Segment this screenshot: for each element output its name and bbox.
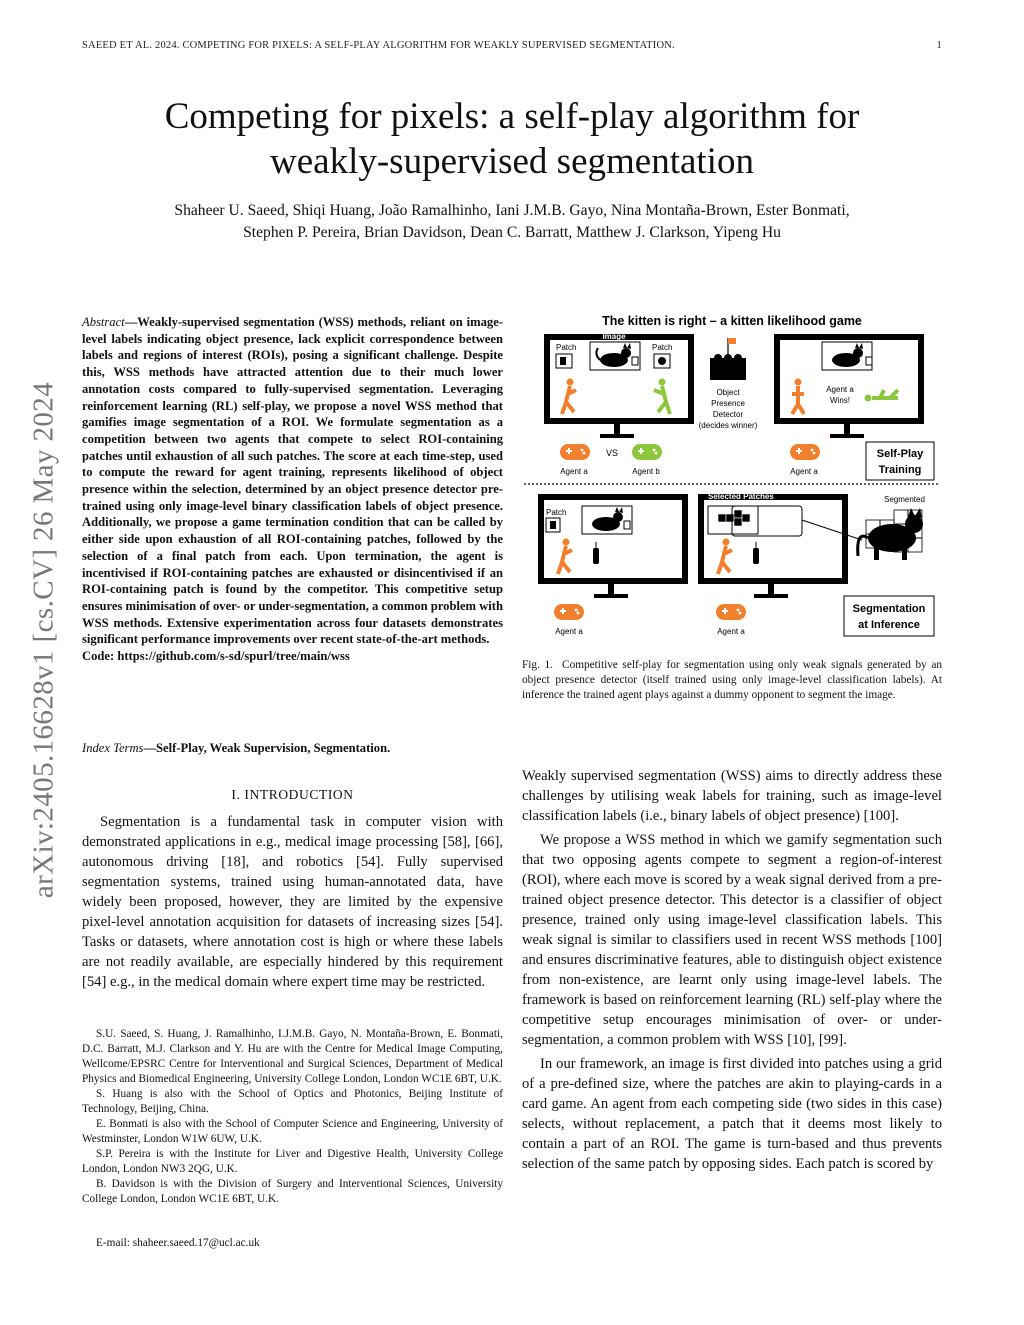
agent-a-controller-icon bbox=[560, 444, 590, 460]
arxiv-id: arXiv:2405.16628v1 [cs.CV] 26 May 2024 bbox=[27, 381, 60, 899]
running-head bbox=[82, 40, 942, 56]
segmented-kitten bbox=[858, 508, 923, 560]
figure-diagram bbox=[522, 310, 942, 650]
running-head-text: SAEED ET AL. 2024. COMPETING FOR PIXELS: A SELF-PLAY ALGORITHM FOR WEAKLY SUPERVISED SEGMENTATION. bbox=[82, 40, 675, 51]
agent-a-label: Agent a bbox=[790, 467, 818, 476]
authors-line-1: Shaheer U. Saeed, Shiqi Huang, João Ramalhinho, Iani J.M.B. Gayo, Nina Montaña-Brown, Ester Bonmati, bbox=[174, 202, 850, 219]
patch-label: Patch bbox=[556, 343, 577, 352]
body-paragraph: Weakly supervised segmentation (WSS) aims to directly address these challenges by utilising weak labels for training, such as image-level classification labels (i.e., binary labels of object presence) [100]. bbox=[522, 768, 942, 824]
page-number: 1 bbox=[936, 40, 942, 51]
figure-title: The kitten is right – a kitten likelihood game bbox=[602, 314, 862, 328]
caption-text: Competitive self-play for segmentation using only weak signals generated by an object presence detector (itself trained using only image-level classification labels). At inference the trained agent plays against a dummy opponent to segment the image. bbox=[522, 659, 942, 701]
index-terms-label: Index Terms bbox=[82, 741, 144, 755]
seg-inference-text: at Inference bbox=[858, 619, 920, 631]
agent-a-controller-icon bbox=[716, 604, 746, 620]
contact-email[interactable]: E-mail: shaheer.saeed.17@ucl.ac.uk bbox=[96, 1237, 260, 1249]
index-terms-body: —Self-Play, Weak Supervision, Segmentation. bbox=[143, 741, 391, 755]
selected-patches-label: Selected Patches bbox=[708, 492, 774, 501]
detector-icon bbox=[710, 338, 746, 380]
paper-title bbox=[90, 94, 934, 184]
abstract-label: Abstract bbox=[82, 315, 125, 329]
agent-a-label: Agent a bbox=[717, 627, 745, 636]
agent-a-label: Agent a bbox=[560, 467, 588, 476]
image-label: Image bbox=[602, 332, 626, 341]
figure-1 bbox=[522, 310, 942, 650]
patch-label: Patch bbox=[652, 343, 673, 352]
code-link[interactable]: Code: https://github.com/s-sd/spurl/tree/main/wss bbox=[82, 649, 350, 664]
footnote: E. Bonmati is also with the School of Computer Science and Engineering, University of Westminster, London W1W 6UW, U.K. bbox=[82, 1118, 503, 1145]
detector-text: (decides winner) bbox=[698, 421, 758, 430]
title-line-2: weakly-supervised segmentation bbox=[270, 141, 754, 182]
caption-label: Fig. 1. bbox=[522, 659, 553, 671]
abstract-body: —Weakly-supervised segmentation (WSS) methods, reliant on image-level labels indicating object presence, lack explicit correspondence between labels and regions of interest (ROIs), posing a significant challenge. Despite this, WSS methods have attracted attention due to their much lower annotation costs compared to fully-supervised segmentation. Leveraging reinforcement learning (RL) self-play, we propose a novel WSS method that gamifies image segmentation of a ROI. We formulate segmentation as a competition between two agents that compete to select ROI-containing patches until exhaustion of all such patches. The score at each time-step, used to compute the reward for agent training, represents likelihood of object presence within the selection, determined by an object presence detector pre-trained using only image-level binary classification labels of object presence. Additionally, we propose a game termination condition that can be called by either side upon exhaustion of all ROI-containing patches, followed by the selection of a final patch from each. Upon termination, the agent is incentivised if ROI-containing patches are exhausted or disincentivised if an ROI-containing patch is found by the competitor. This competitive setup ensures minimisation of over- or under-segmentation, a common problem with WSS methods. Extensive experimentation across four datasets demonstrates significant performance improvements over recent state-of-the-art methods. bbox=[82, 315, 503, 647]
self-play-text: Self-Play bbox=[876, 448, 924, 460]
title-line-1: Competing for pixels: a self-play algorithm for bbox=[164, 96, 860, 137]
figure-caption bbox=[522, 658, 942, 703]
agent-b-label: Agent b bbox=[632, 467, 660, 476]
body-paragraph: In our framework, an image is first divided into patches using a grid of a pre-defined size, where the patches are akin to playing-cards in a card game. An agent from each competing side (two sides in this case) selects, without replacement, a patch that it deems most likely to contain a part of an ROI. The game is turn-based and thus prevents selection of the same patch by opposing sides. Each patch is scored by bbox=[522, 1056, 942, 1172]
agent-a-label: Agent a bbox=[555, 627, 583, 636]
agent-b-controller-icon bbox=[632, 444, 662, 460]
footnote: B. Davidson is with the Division of Surgery and Interventional Sciences, University College London, London WC1E 6BT, U.K. bbox=[82, 1178, 503, 1205]
authors-line-2: Stephen P. Pereira, Brian Davidson, Dean C. Barratt, Matthew J. Clarkson, Yipeng Hu bbox=[243, 224, 781, 241]
footnote: S. Huang is also with the School of Optics and Photonics, Beijing Institute of Technology, Beijing, China. bbox=[82, 1088, 503, 1115]
body-paragraph: We propose a WSS method in which we gamify segmentation such that two opposing agents compete to segment a region-of-interest (ROI), where each move is scored by a weak signal derived from a pre-trained object presence detector. This detector is a classifier of object presence, trained only using image-level classification labels. This weak signal is similar to classifiers used in recent WSS methods [100] and ensures discriminative features, able to distinguish object existence from non-existence, are learnt only using image-level labels. The framework is based on reinforcement learning (RL) self-play where the competitive setup encourages minimisation of over- or under-segmentation, a common problem with WSS [10], [99]. bbox=[522, 832, 942, 1048]
vs-label: VS bbox=[605, 448, 619, 458]
detector-text: Object bbox=[716, 388, 740, 397]
punching-bag-icon bbox=[593, 548, 599, 564]
right-column-text bbox=[522, 766, 942, 1178]
wins-text: Agent a bbox=[826, 385, 854, 394]
abstract bbox=[82, 314, 503, 665]
intro-paragraph: Segmentation is a fundamental task in computer vision with demonstrated applications in e.g., medical image processing [58], [66], autonomous driving [18], and robotics [54]. Fully supervised segmentation systems, trained using human-annotated data, have widely been proposed, however, they are limited by the expensive pixel-level annotation acquisition for datasets of increasing sizes [54]. Tasks or datasets, where annotation cost is high or where these labels are not readily available, are especially hindered by this requirement [54] e.g., in the medical domain where expert time may be restricted. bbox=[82, 814, 503, 990]
patch-label: Patch bbox=[546, 508, 567, 517]
agent-a-controller-icon bbox=[554, 604, 584, 620]
detector-text: Presence bbox=[711, 399, 745, 408]
monitor-inference-2 bbox=[698, 494, 848, 598]
wins-text: Wins! bbox=[830, 396, 850, 405]
segmented-label: Segmented bbox=[884, 495, 925, 504]
affiliation-footnotes bbox=[82, 1027, 503, 1207]
self-play-text: Training bbox=[878, 464, 922, 476]
seg-inference-text: Segmentation bbox=[852, 603, 926, 615]
section-heading: I. INTRODUCTION bbox=[231, 787, 354, 802]
agent-a-controller-icon bbox=[790, 444, 820, 460]
author-list bbox=[90, 200, 934, 244]
footnote: S.P. Pereira is with the Institute for Liver and Digestive Health, University College London, London NW3 2QG, U.K. bbox=[82, 1148, 503, 1175]
footnote: S.U. Saeed, S. Huang, J. Ramalhinho, I.J.M.B. Gayo, N. Montaña-Brown, E. Bonmati, D.C. Barratt, M.J. Clarkson and Y. Hu are with the Centre for Medical Image Computing, Wellcome/EPSRC Centre for Interventional and Surgical Sciences, Department of Medical Physics and Biomedical Engineering, University College London, London WC1E 6BT, U.K. bbox=[82, 1028, 503, 1085]
index-terms bbox=[82, 740, 503, 757]
detector-text: Detector bbox=[712, 410, 744, 419]
